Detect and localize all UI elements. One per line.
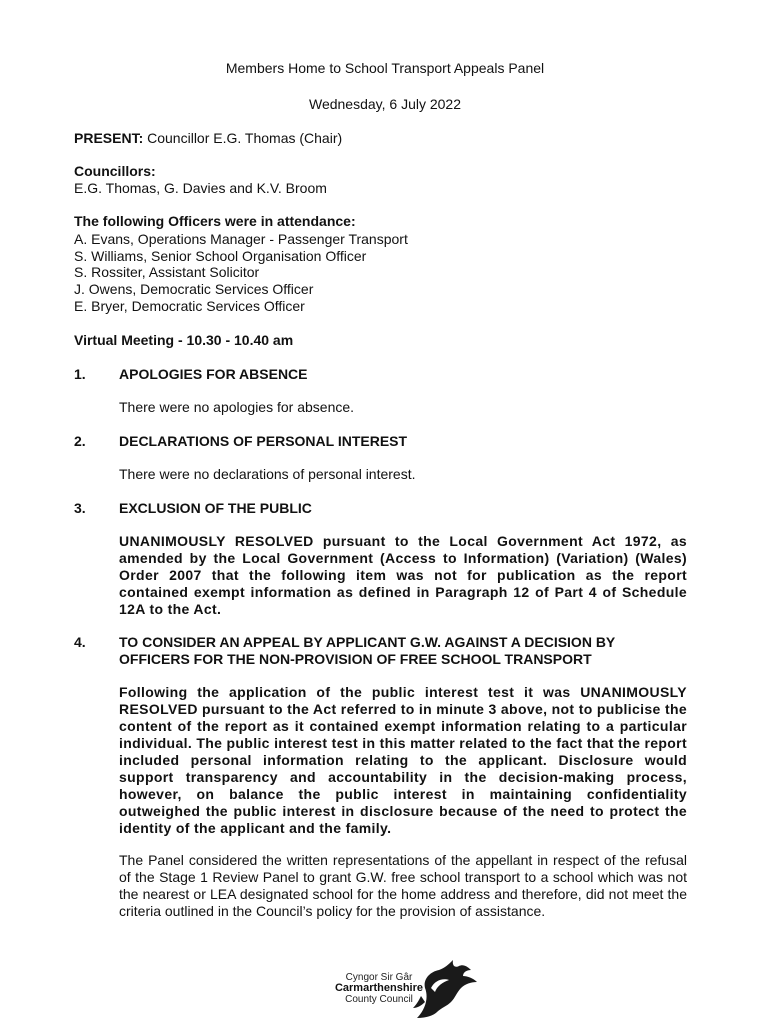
- present-label: PRESENT:: [74, 130, 144, 146]
- officer-item: S. Rossiter, Assistant Solicitor: [74, 264, 260, 280]
- present-line: [74, 130, 342, 146]
- officer-item: A. Evans, Operations Manager - Passenger Transport: [74, 231, 408, 247]
- councillors-names: E.G. Thomas, G. Davies and K.V. Broom: [74, 180, 327, 196]
- present-value: Councillor E.G. Thomas (Chair): [147, 130, 343, 146]
- dragon-icon: [411, 958, 481, 1020]
- item-text: The Panel considered the written representations of the appellant in respect of the refusal of the Stage 1 Review Panel to grant G.W. free school transport to a school which was not the nearest or LEA designated school for the home address and therefore, did not meet the criteria outlined in the Council’s policy for the provision of assistance.: [119, 852, 687, 919]
- item-heading: APOLOGIES FOR ABSENCE: [119, 366, 308, 382]
- item-number: 2.: [74, 433, 86, 449]
- officer-item: J. Owens, Democratic Services Officer: [74, 281, 314, 297]
- logo-line3: County Council: [345, 994, 413, 1005]
- document-title: Members Home to School Transport Appeals Panel: [225, 60, 545, 76]
- officers-label: The following Officers were in attendance:: [74, 213, 356, 229]
- logo-line2: Carmarthenshire: [334, 982, 424, 994]
- officer-item: E. Bryer, Democratic Services Officer: [74, 298, 305, 314]
- item-heading-line1: TO CONSIDER AN APPEAL BY APPLICANT G.W. AGAINST A DECISION BY: [119, 634, 616, 650]
- council-logo: [333, 958, 483, 1020]
- logo-line1: Cyngor Sir Gâr: [345, 972, 413, 983]
- item-text: There were no apologies for absence.: [119, 399, 355, 415]
- item-heading-line2: OFFICERS FOR THE NON-PROVISION OF FREE SCHOOL TRANSPORT: [119, 651, 592, 667]
- item-resolution: UNANIMOUSLY RESOLVED pursuant to the Local Government Act 1972, as amended by the Local Government (Access to Information) (Variation) (Wales) Order 2007 that the following item was not for publication as the report contained exempt information as defined in Paragraph 12 of Part 4 of Schedule 12A to the Act.: [119, 533, 687, 617]
- item-text: There were no declarations of personal interest.: [119, 466, 416, 482]
- meeting-date: Wednesday, 6 July 2022: [308, 96, 462, 112]
- officer-item: S. Williams, Senior School Organisation Officer: [74, 248, 367, 264]
- item-resolution: Following the application of the public interest test it was UNANIMOUSLY RESOLVED pursuant to the Act referred to in minute 3 above, not to publicise the content of the report as it contained exempt information relating to a particular individual. The public interest test in this matter related to the fact that the report included personal information relating to the applicant. Disclosure would support transparency and accountability in the decision-making process, however, on balance the public interest in maintaining confidentiality outweighed the public interest in disclosure because of the need to protect the identity of the applicant and the family.: [119, 684, 687, 836]
- item-heading: DECLARATIONS OF PERSONAL INTEREST: [119, 433, 408, 449]
- councillors-label: Councillors:: [74, 163, 156, 179]
- item-number: 1.: [74, 366, 86, 382]
- meeting-time: Virtual Meeting - 10.30 - 10.40 am: [74, 332, 294, 348]
- item-number: 3.: [74, 500, 86, 516]
- item-heading: EXCLUSION OF THE PUBLIC: [119, 500, 312, 516]
- item-number: 4.: [74, 634, 86, 650]
